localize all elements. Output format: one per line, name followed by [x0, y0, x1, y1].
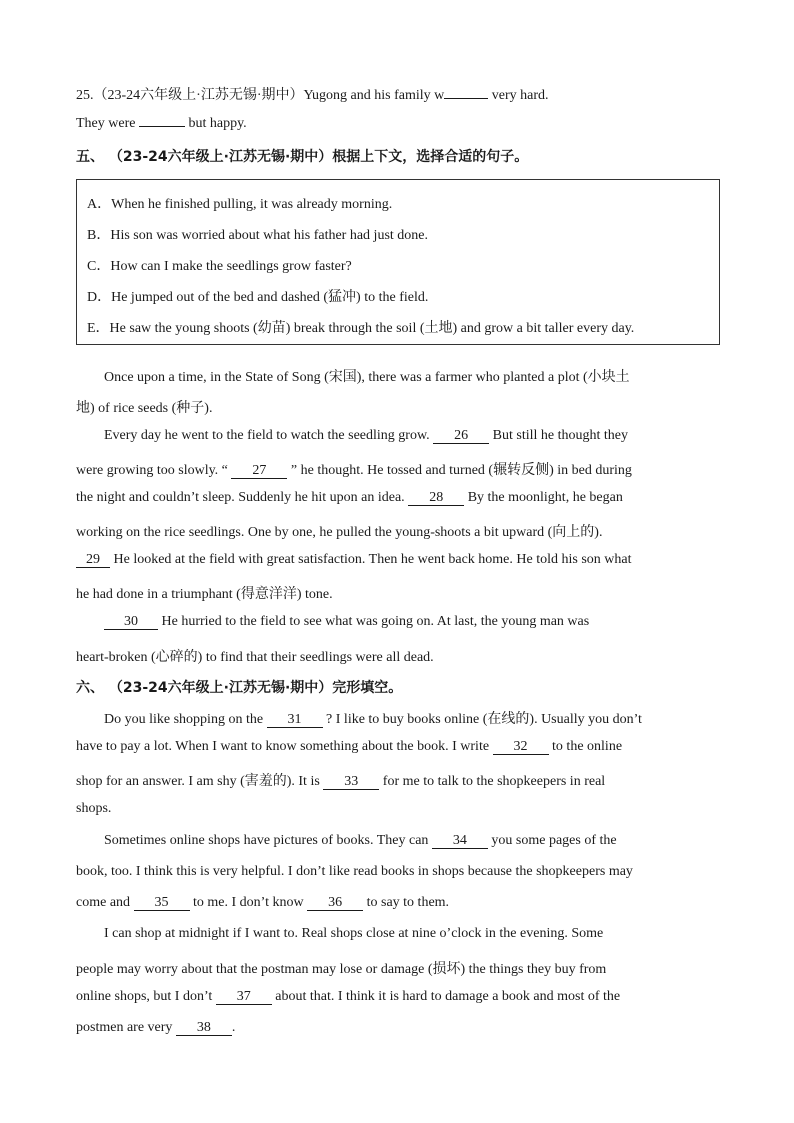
passage5-p3-line1: 30 He hurried to the field to see what was going on. At last, the young man was [104, 614, 720, 630]
passage5-p1-line2: 地) of rice seeds (种子). [76, 401, 213, 416]
option-d: D．He jumped out of the bed and dashed (猛冲) to the field. [87, 290, 429, 305]
blank-36[interactable]: 36 [307, 896, 363, 911]
blank-32[interactable]: 32 [493, 740, 549, 755]
passage5-p3-line2: heart-broken (心碎的) to find that their seedlings were all dead. [76, 650, 434, 665]
blank-28[interactable]: 28 [408, 491, 464, 506]
blank-29[interactable]: 29 [76, 553, 110, 568]
blank-27[interactable]: 27 [231, 464, 287, 479]
option-a: A．When he finished pulling, it was already morning. [87, 197, 393, 212]
blank-26[interactable]: 26 [433, 429, 489, 444]
passage6-line9: people may worry about that the postman may lose or damage (损坏) the things they buy from [76, 962, 607, 977]
passage6-line5: Sometimes online shops have pictures of books. They can 34 you some pages of the [104, 833, 617, 848]
option-b: B．His son was worried about what his father had just done. [87, 228, 428, 243]
passage6-line3: shop for an answer. I am shy (害羞的). It is 33 for me to talk to the shopkeepers in real [76, 774, 606, 789]
passage5-p2-line1: Every day he went to the field to watch the seedling grow. 26 But still he thought they [104, 428, 629, 443]
passage5-p2-line3: the night and couldn’t sleep. Suddenly he hit upon an idea. 28 By the moonlight, he began [76, 490, 623, 505]
passage6-line11: postmen are very 38 . [76, 1020, 236, 1035]
blank-31[interactable]: 31 [267, 713, 323, 728]
section6-heading: 六、 （23-24六年级上·江苏无锡·期中）完形填空。 [76, 680, 403, 696]
passage5-p1-line1: Once upon a time, in the State of Song (宋国), there was a farmer who planted a plot (小块土 [104, 370, 630, 385]
passage6-line4: shops. [76, 801, 112, 816]
q25-line-2: They were but happy. [76, 116, 247, 131]
blank-33[interactable]: 33 [323, 775, 379, 790]
passage5-p2-line6: he had done in a triumphant (得意洋洋) tone. [76, 587, 333, 602]
section5-heading: 五、 （23-24六年级上·江苏无锡·期中）根据上下文，选择合适的句子。 [76, 149, 529, 165]
q25-blank-w[interactable] [444, 98, 488, 99]
blank-38[interactable]: 38 [176, 1021, 232, 1036]
passage5-p2-line4: working on the rice seedlings. One by one, he pulled the young-shoots a bit upward (向上的). [76, 525, 603, 540]
passage6-line6: book, too. I think this is very helpful. I don’t like read books in shops because the shopkeepers may [76, 864, 633, 879]
passage6-line2: have to pay a lot. When I want to know something about the book. I write 32 to the online [76, 739, 623, 754]
passage6-line10: online shops, but I don’t 37 about that. I think it is hard to damage a book and most of the [76, 989, 621, 1004]
option-c: C．How can I make the seedlings grow faster? [87, 259, 352, 274]
blank-30[interactable]: 30 [104, 615, 158, 630]
blank-37[interactable]: 37 [216, 990, 272, 1005]
passage6-line1: Do you like shopping on the 31 ? I like to buy books online (在线的). Usually you don’t [104, 712, 642, 727]
q25-line-1: 25.（23-24六年级上·江苏无锡·期中）Yugong and his family w very hard. [76, 88, 549, 103]
options-box [76, 179, 720, 345]
blank-35[interactable]: 35 [134, 896, 190, 911]
passage6-line7: come and 35 to me. I don’t know 36 to say to them. [76, 895, 450, 910]
blank-34[interactable]: 34 [432, 834, 488, 849]
q25-blank-2[interactable] [139, 126, 185, 127]
passage6-line8: I can shop at midnight if I want to. Real shops close at nine o’clock in the evening. Some [104, 926, 604, 941]
passage5-p2-line2: were growing too slowly. “ 27 ” he thought. He tossed and turned (辗转反侧) in bed during [76, 463, 632, 478]
passage5-p2-line5: 29 He looked at the field with great satisfaction. Then he went back home. He told his son what [76, 552, 720, 568]
option-e: E．He saw the young shoots (幼苗) break through the soil (土地) and grow a bit taller every day. [87, 321, 635, 336]
